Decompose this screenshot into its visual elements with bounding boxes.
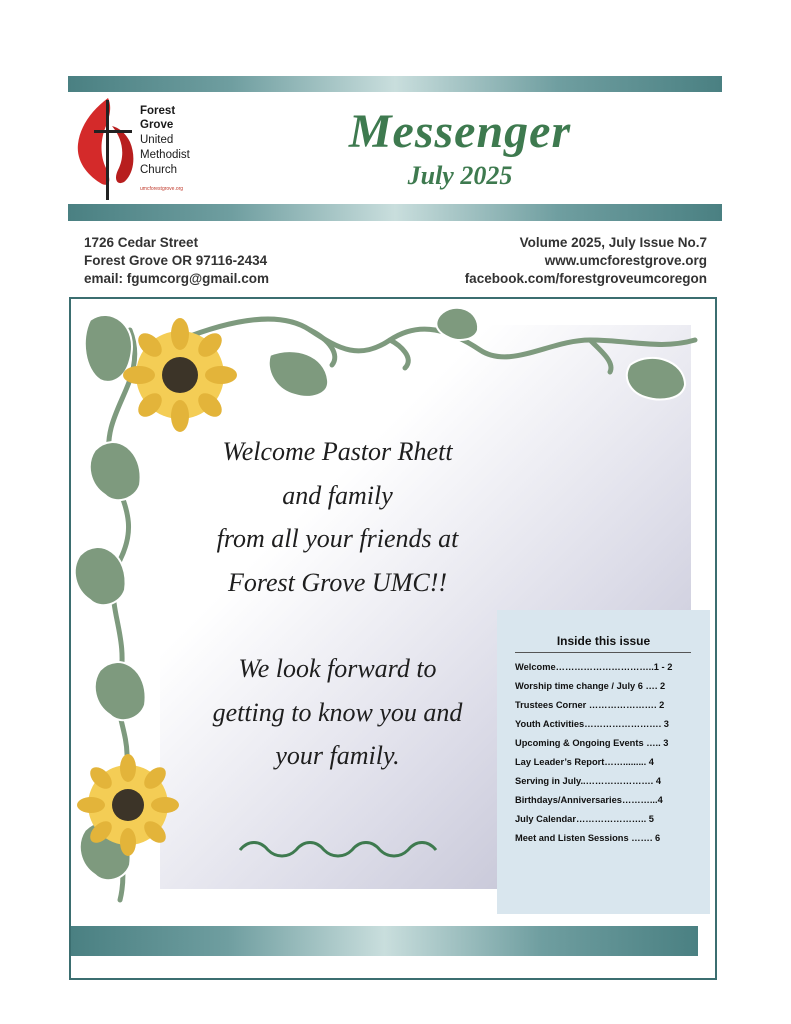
logo-name-line: Church bbox=[140, 164, 178, 176]
sunflower-top-icon bbox=[123, 318, 237, 432]
header-divider-bar bbox=[68, 204, 722, 221]
toc-item[interactable]: Serving in July..…………………. 4 bbox=[515, 776, 662, 786]
issue-info-block bbox=[465, 234, 707, 288]
logo-name-line: Forest bbox=[140, 105, 176, 117]
toc-item[interactable]: Upcoming & Ongoing Events ….. 3 bbox=[515, 738, 669, 748]
issue-date: July 2025 bbox=[407, 161, 513, 190]
top-header-bar bbox=[68, 76, 722, 92]
welcome-line: and family bbox=[282, 480, 393, 510]
toc-item[interactable]: Youth Activities……………………. 3 bbox=[515, 719, 669, 729]
toc-item[interactable]: Welcome…………………………..1 - 2 bbox=[515, 662, 673, 672]
welcome-line: your family. bbox=[275, 741, 400, 770]
bottom-footer-bar bbox=[71, 926, 698, 956]
newsletter-title: Messenger bbox=[348, 105, 572, 158]
welcome-line: Forest Grove UMC!! bbox=[227, 567, 448, 597]
toc-item[interactable]: Meet and Listen Sessions ……. 6 bbox=[515, 833, 661, 843]
sunflower-bottom-icon bbox=[77, 754, 179, 856]
tilde-divider-icon bbox=[238, 838, 438, 858]
welcome-line: getting to know you and bbox=[212, 697, 463, 727]
street-address: 1726 Cedar Street bbox=[84, 235, 199, 250]
toc-item[interactable]: Lay Leader’s Report……......... 4 bbox=[515, 757, 654, 767]
website-link[interactable]: www.umcforestgrove.org bbox=[544, 253, 707, 268]
masthead bbox=[330, 105, 590, 191]
address-block bbox=[84, 234, 269, 288]
toc-divider bbox=[515, 652, 691, 653]
facebook-link[interactable]: facebook.com/forestgroveumcoregon bbox=[464, 271, 707, 286]
logo-url: umcforestgrove.org bbox=[140, 186, 184, 192]
logo-name-line: Methodist bbox=[140, 149, 190, 161]
inside-this-issue-box bbox=[497, 610, 710, 914]
city-address: Forest Grove OR 97116-2434 bbox=[84, 253, 268, 268]
welcome-message bbox=[180, 430, 495, 778]
toc-item[interactable]: Worship time change / July 6 …. 2 bbox=[515, 681, 666, 691]
toc-item[interactable]: Birthdays/Anniversaries………...4 bbox=[515, 795, 663, 805]
welcome-line: from all your friends at bbox=[216, 524, 459, 553]
toc-item[interactable]: July Calendar………………….. 5 bbox=[515, 814, 654, 824]
toc-title: Inside this issue bbox=[556, 634, 651, 648]
email-address: email: fgumcorg@gmail.com bbox=[84, 271, 269, 286]
logo-name-line: Grove bbox=[140, 119, 174, 131]
volume-issue: Volume 2025, July Issue No.7 bbox=[519, 235, 707, 250]
welcome-line: We look forward to bbox=[238, 654, 437, 683]
toc-item[interactable]: Trustees Corner …………………. 2 bbox=[515, 700, 665, 710]
logo-name-line: United bbox=[140, 134, 174, 146]
welcome-line: Welcome Pastor Rhett bbox=[222, 437, 453, 466]
